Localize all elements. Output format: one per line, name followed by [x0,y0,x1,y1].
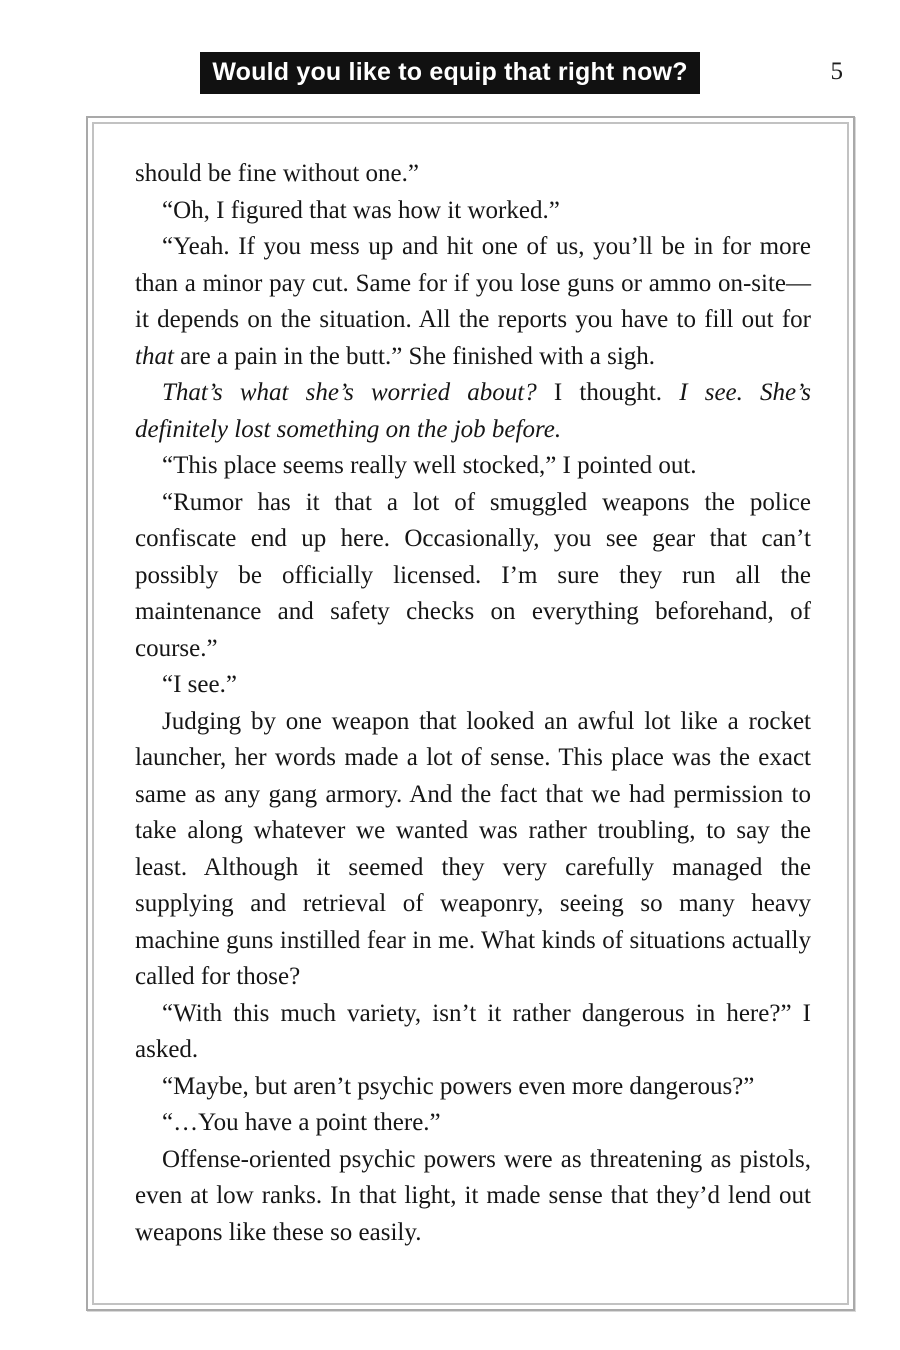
paragraph [135,156,811,193]
paragraph [135,375,811,448]
text-run: are a pain in the butt.” She finished with a sigh. [173,342,656,370]
paragraph [135,229,811,375]
italic-text-run: that [135,342,174,370]
page-number: 5 [830,58,843,85]
paragraph [135,1069,811,1106]
running-header-title: Would you like to equip that right now? [200,52,699,94]
text-run: I thought. [536,379,680,406]
text-run: Judging by one weapon that looked an awful lot like a rocket launcher, her words made a lot of sense. This place was the exact same as any gang armory. And the fact that we had permission to take along whatever we wanted was rather troubling, to say the least. Although it seemed they very carefully managed the supplying and retrieval of weaponry, seeing so many heavy machine guns instilled fear in me. What kinds of situations actually called for those? [135,707,811,990]
text-run: “With this much variety, isn’t it rather dangerous in here?” I asked. [135,999,811,1063]
paragraph [135,1142,811,1252]
book-text [135,156,811,1251]
text-run: should be fine without one.” [135,160,419,187]
text-run: “Maybe, but aren’t psychic powers even more dangerous?” [162,1072,755,1100]
text-run: “Rumor has it that a lot of smuggled weapons the police confiscate end up here. Occasionally, you see gear that can’t possibly be officially licensed. I’m sure they run all the maintenance and safety checks on everything beforehand, of course.” [135,488,811,662]
text-run: “This place seems really well stocked,” I pointed out. [162,452,697,479]
italic-text-run: I see. She’s definitely lost something on the job before. [135,379,811,443]
paragraph [135,193,811,230]
text-run: Offense-oriented psychic powers were as threatening as pistols, even at low ranks. In that light, it made sense that they’d lend out weapons like these so easily. [135,1145,811,1246]
text-run: “Yeah. If you mess up and hit one of us, you’ll be in for more than a minor pay cut. Same for if you lose guns or ammo on-site—it depends on the situation. All the reports you have to fill out for [135,233,811,333]
paragraph [135,1105,811,1142]
paragraph [135,704,811,996]
text-run: “I see.” [162,671,237,698]
text-run: “…You have a point there.” [162,1109,441,1136]
paragraph [135,448,811,485]
paragraph [135,667,811,704]
paragraph [135,996,811,1069]
text-run: “Oh, I figured that was how it worked.” [162,196,560,224]
italic-text-run: That’s what she’s worried about? [162,379,537,406]
paragraph [135,485,811,668]
running-header-wrap [0,52,900,94]
